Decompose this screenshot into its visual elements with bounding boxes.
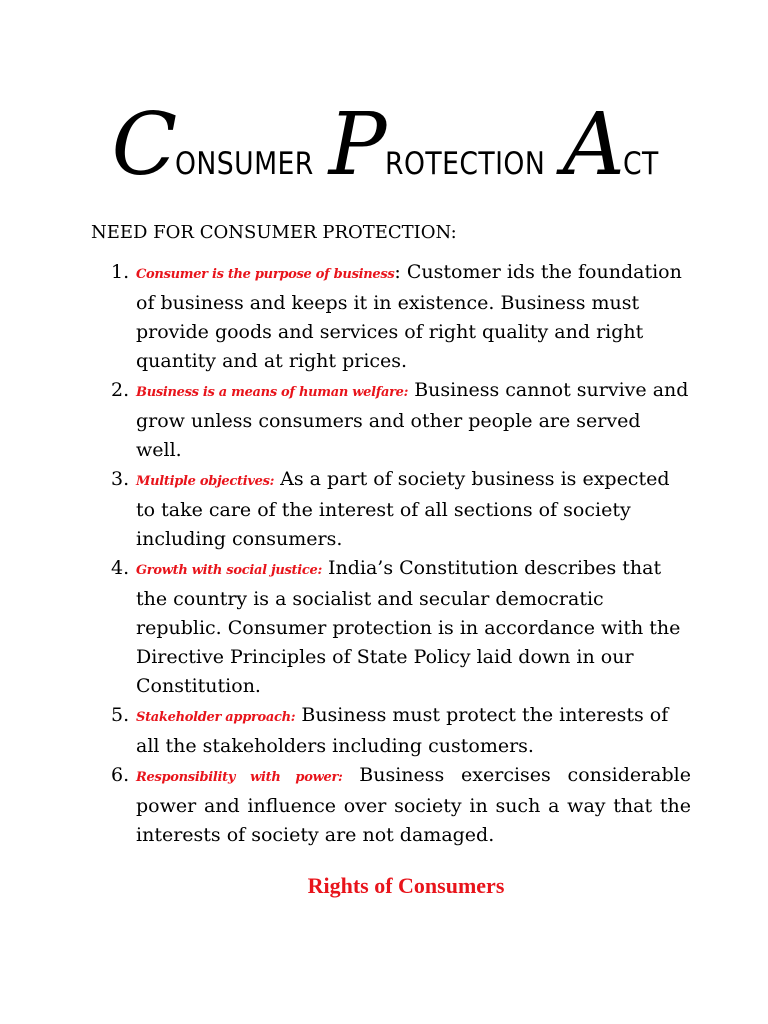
list-item-label: Stakeholder approach: xyxy=(136,710,296,725)
list-item-number: 5. xyxy=(111,704,130,726)
list-item-number: 3. xyxy=(111,468,130,490)
list-item-label: Consumer is the purpose of business xyxy=(136,267,395,282)
title-initial-p: P xyxy=(328,95,385,195)
list-item xyxy=(91,465,691,554)
section-heading: NEED FOR CONSUMER PROTECTION: xyxy=(91,222,457,243)
list-item-label: Responsibility with power: xyxy=(136,770,343,785)
title-rest-onsumer: ONSUMER xyxy=(175,146,315,182)
title-initial-a: A xyxy=(562,95,623,195)
list-item-label: Growth with social justice: xyxy=(136,563,322,578)
title-rest-ct: CT xyxy=(622,146,659,182)
list-item-number: 2. xyxy=(111,379,130,401)
page-title xyxy=(0,95,768,195)
needs-list xyxy=(91,258,691,850)
list-item-body: Business cannot survive and grow unless consumers and other people are served well. xyxy=(136,379,689,461)
list-item-body: Business must protect the interests of all the stakeholders including customers. xyxy=(136,704,669,757)
list-item-number: 4. xyxy=(111,557,130,579)
list-item-number: 1. xyxy=(111,261,130,283)
list-item-label: Multiple objectives: xyxy=(136,474,275,489)
list-item xyxy=(91,761,691,850)
title-initial-c: C xyxy=(111,95,176,195)
list-item-label: Business is a means of human welfare: xyxy=(136,385,409,400)
list-item-number: 6. xyxy=(111,764,130,786)
title-rest-rotection: ROTECTION xyxy=(384,146,545,182)
list-item-body: India’s Constitution describes that the country is a socialist and secular democratic republic. Consumer protection is in accordance with the Directive Principles of State Policy laid down in our Constitution. xyxy=(136,557,681,697)
rights-heading: Rights of Consumers xyxy=(307,873,505,898)
list-item xyxy=(91,376,691,465)
list-item-body: As a part of society business is expected to take care of the interest of all sections of society including consumers. xyxy=(136,468,670,550)
list-item xyxy=(91,701,691,761)
list-item-body: Business exercises considerable power and influence over society in such a way that the interests of society are not damaged. xyxy=(136,764,691,846)
list-item-body: : Customer ids the foundation of business and keeps it in existence. Business must provide goods and services of right quality and right quantity and at right prices. xyxy=(136,261,682,372)
list-item xyxy=(91,258,691,376)
list-item xyxy=(91,554,691,701)
